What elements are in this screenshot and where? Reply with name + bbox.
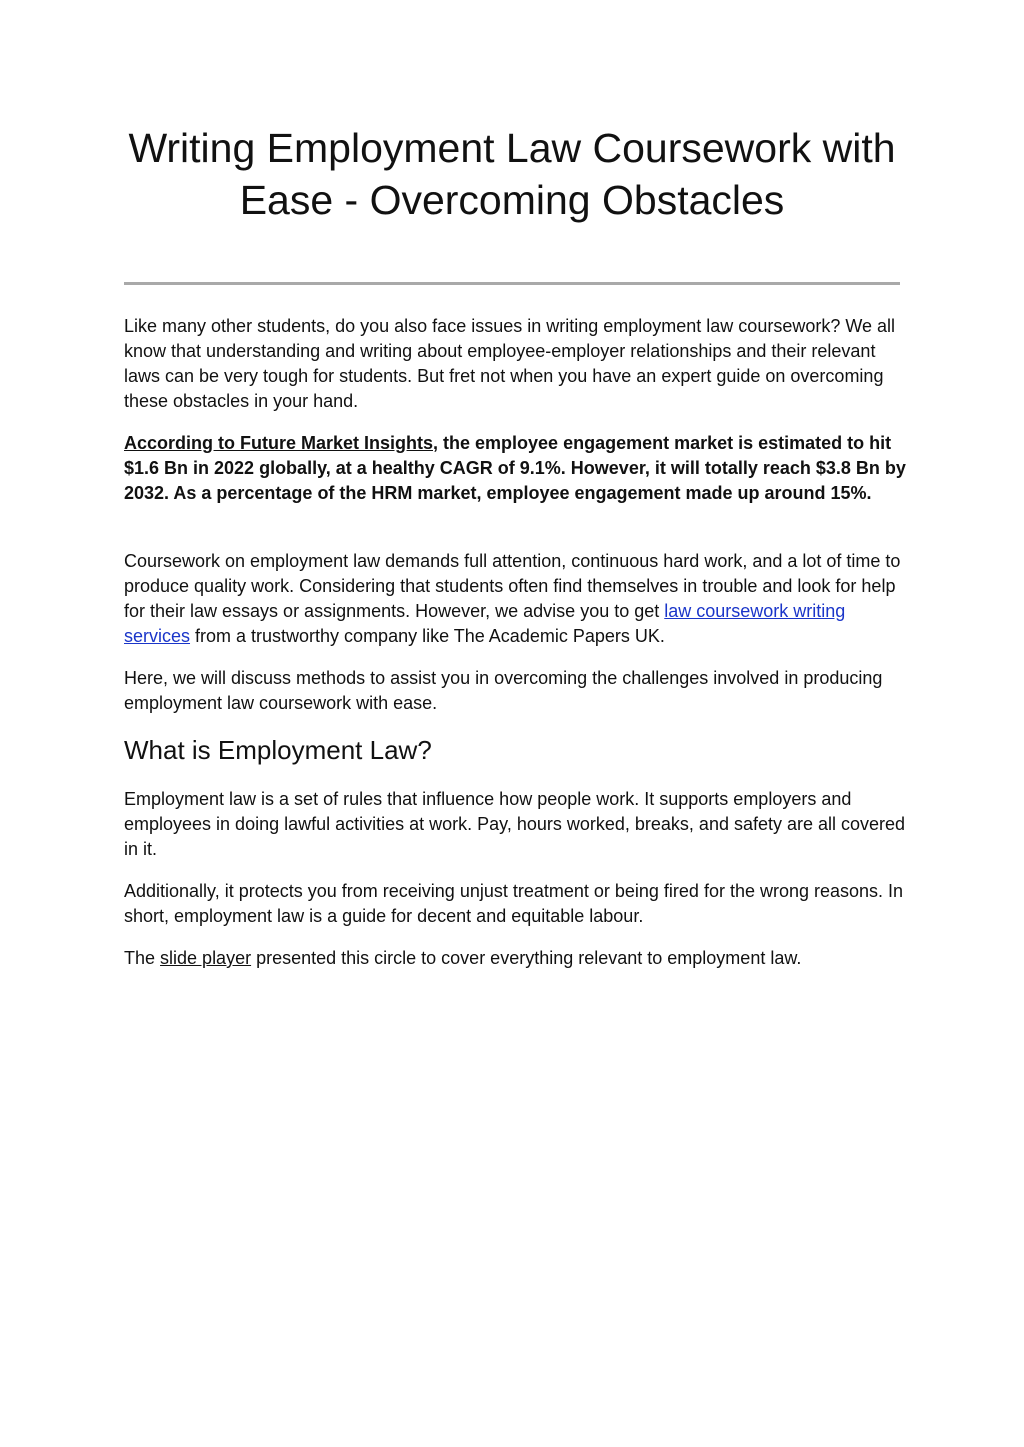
intro-paragraph: Like many other students, do you also face issues in writing employment law coursework? We all know that understanding and writing about employee-employer relationships and their relevant laws can be very tough for students. But fret not when you have an expert guide on overcoming these obstacles in your hand. xyxy=(124,316,896,411)
slide-player-paragraph xyxy=(124,946,914,971)
law-coursework-services-link[interactable]: law coursework writing services xyxy=(124,601,846,646)
page-title xyxy=(110,122,914,226)
methods-paragraph: Here, we will discuss methods to assist you in overcoming the challenges involved in producing employment law coursework with ease. xyxy=(124,668,883,713)
slide-player-link[interactable]: slide player xyxy=(160,948,252,968)
section-heading-employment-law: What is Employment Law? xyxy=(124,735,432,765)
slide-player-text-after: presented this circle to cover everything relevant to employment law. xyxy=(251,948,802,968)
slide-player-text-before: The xyxy=(124,948,161,968)
coursework-text-after: from a trustworthy company like The Academic Papers UK. xyxy=(190,626,665,646)
page-title-line-1: Writing Employment Law Coursework with xyxy=(128,125,896,171)
coursework-text-before: Coursework on employment law demands full attention, continuous hard work, and a lot of time to produce quality work. Considering that students often find themselves in trouble and look for help for their law essays or assignments. However, we advise you to get xyxy=(124,551,901,621)
protection-paragraph: Additionally, it protects you from receiving unjust treatment or being fired for the wrong reasons. In short, employment law is a guide for decent and equitable labour. xyxy=(124,881,904,926)
statistics-text: the employee engagement market is estimated to hit $1.6 Bn in 2022 globally, at a healthy CAGR of 9.1%. However, it will totally reach $3.8 Bn by 2032. As a percentage of the HRM market, employee engagement made up around 15%. xyxy=(124,433,906,503)
coursework-paragraph xyxy=(124,549,914,649)
title-divider xyxy=(124,282,900,285)
page-title-line-2: Ease - Overcoming Obstacles xyxy=(239,177,785,223)
statistics-paragraph xyxy=(124,431,914,506)
definition-paragraph: Employment law is a set of rules that influence how people work. It supports employers and employees in doing lawful activities at work. Pay, hours worked, breaks, and safety are all covered in it. xyxy=(124,789,906,859)
future-market-insights-link[interactable]: According to Future Market Insights, xyxy=(124,433,439,453)
